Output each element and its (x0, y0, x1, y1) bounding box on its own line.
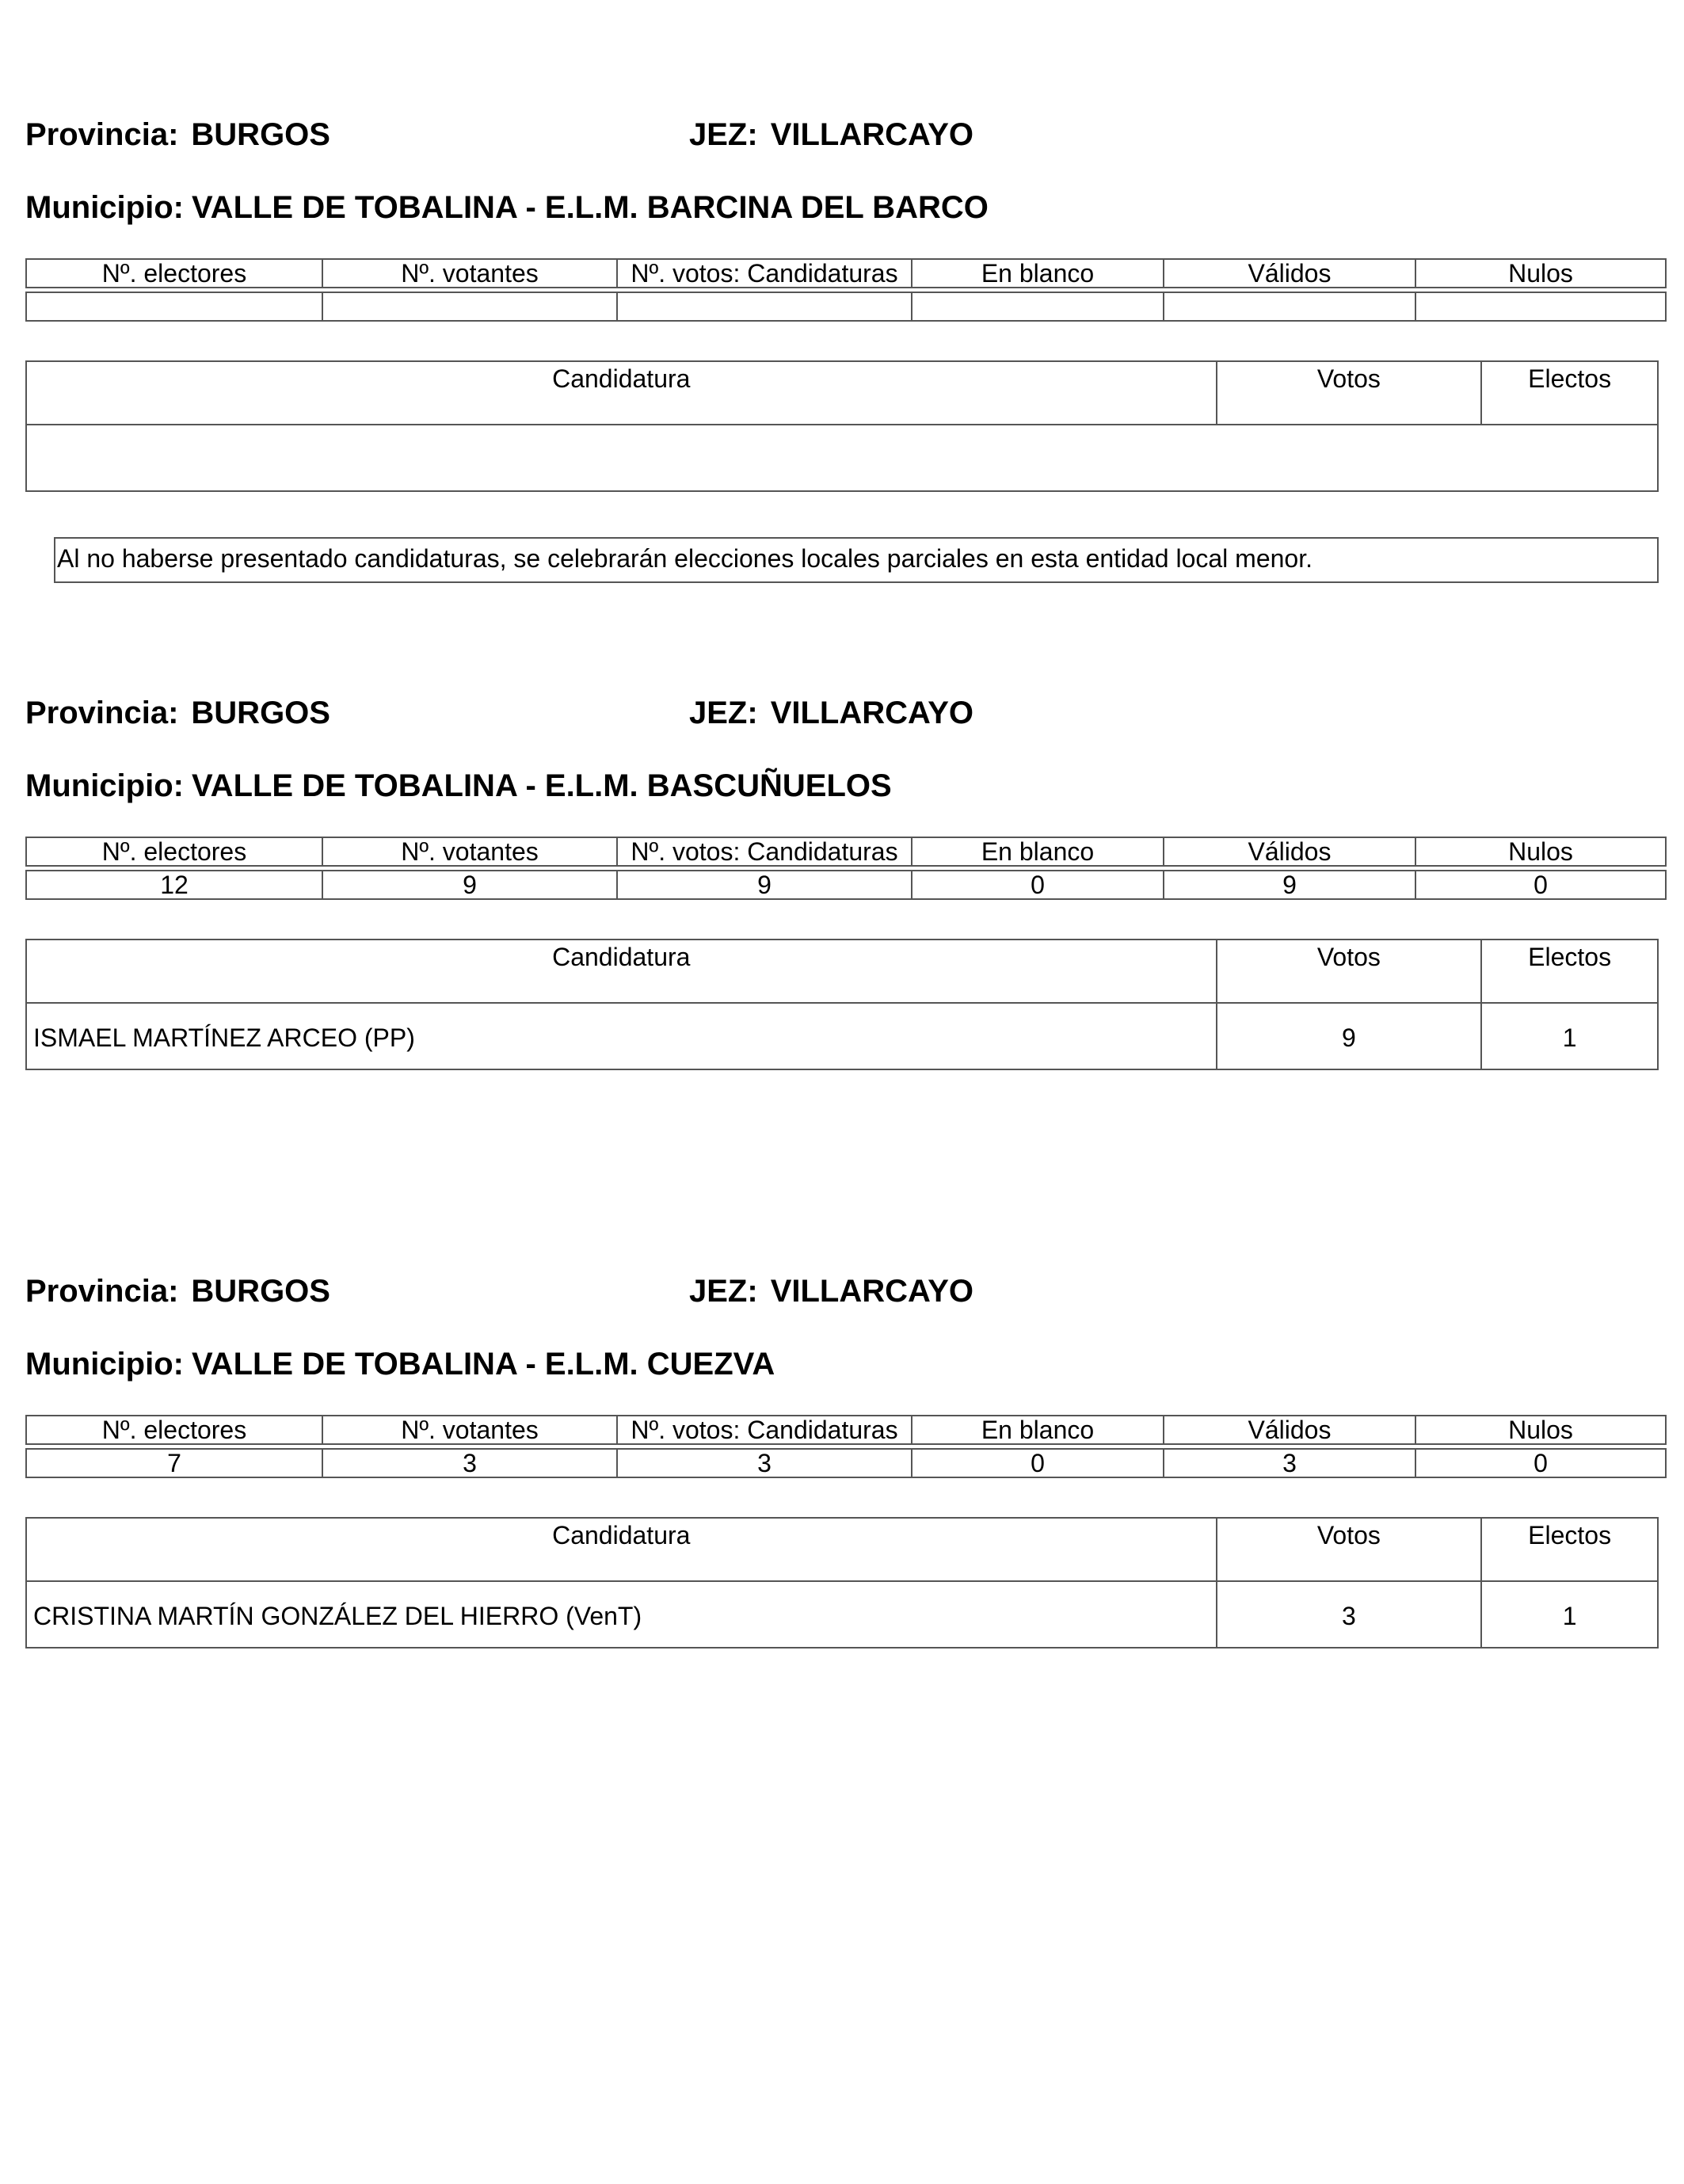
provincia-label: Provincia: (25, 1274, 179, 1309)
municipio-heading (25, 767, 892, 805)
value-votantes (322, 292, 618, 322)
value-nulos: 0 (1415, 1448, 1667, 1478)
header-en-blanco: En blanco (911, 1415, 1164, 1445)
municipio-label: Municipio: (25, 190, 184, 225)
header-votos: Votos (1216, 360, 1483, 425)
candidate-votos: 9 (1216, 1002, 1483, 1070)
header-nulos: Nulos (1415, 1415, 1667, 1445)
value-nulos (1415, 292, 1667, 322)
stats-header-row (25, 1415, 1667, 1445)
value-votantes: 3 (322, 1448, 618, 1478)
candidatura-header-row (25, 360, 1659, 425)
section-cuezva (25, 1157, 1659, 1664)
header-votos: Votos (1216, 1517, 1483, 1582)
provincia-label: Provincia: (25, 117, 179, 152)
candidatura-header-row (25, 939, 1659, 1004)
provincia-label: Provincia: (25, 696, 179, 730)
value-validos (1163, 292, 1416, 322)
header-electos: Electos (1480, 360, 1659, 425)
stats-header-row (25, 837, 1667, 867)
section-bascunuelos (25, 578, 1659, 1085)
stats-header-row (25, 258, 1667, 288)
jez-value: VILLARCAYO (770, 117, 974, 152)
header-electos: Electos (1480, 1517, 1659, 1582)
header-validos: Válidos (1163, 837, 1416, 867)
jez-label: JEZ: (689, 1274, 758, 1309)
header-candidatura: Candidatura (25, 939, 1217, 1004)
header-votantes: Nº. votantes (322, 1415, 618, 1445)
value-electores: 12 (25, 870, 323, 900)
jez-heading (689, 1272, 973, 1310)
provincia-heading (25, 116, 330, 154)
header-votantes: Nº. votantes (322, 837, 618, 867)
value-en-blanco: 0 (911, 870, 1164, 900)
value-en-blanco (911, 292, 1164, 322)
header-en-blanco: En blanco (911, 837, 1164, 867)
stats-value-row (25, 870, 1667, 900)
municipio-value: VALLE DE TOBALINA - E.L.M. CUEZVA (191, 1347, 775, 1382)
municipio-heading (25, 189, 989, 227)
value-nulos: 0 (1415, 870, 1667, 900)
jez-value: VILLARCAYO (770, 696, 974, 730)
candidate-electos: 1 (1480, 1002, 1659, 1070)
header-candidatura: Candidatura (25, 1517, 1217, 1582)
provincia-heading (25, 1272, 330, 1310)
header-nulos: Nulos (1415, 258, 1667, 288)
provincia-value: BURGOS (191, 696, 330, 730)
value-votantes: 9 (322, 870, 618, 900)
provincia-value: BURGOS (191, 1274, 330, 1309)
stats-value-row (25, 292, 1667, 322)
candidatura-table (25, 1517, 1659, 1648)
municipio-label: Municipio: (25, 768, 184, 803)
header-en-blanco: En blanco (911, 258, 1164, 288)
header-electos: Electos (1480, 939, 1659, 1004)
jez-label: JEZ: (689, 117, 758, 152)
header-candidatura: Candidatura (25, 360, 1217, 425)
value-votos-candidaturas: 3 (616, 1448, 912, 1478)
candidatura-row (25, 1580, 1659, 1648)
value-en-blanco: 0 (911, 1448, 1164, 1478)
municipio-value: VALLE DE TOBALINA - E.L.M. BASCUÑUELOS (191, 768, 892, 803)
header-votos-candidaturas: Nº. votos: Candidaturas (616, 1415, 912, 1445)
header-votos-candidaturas: Nº. votos: Candidaturas (616, 837, 912, 867)
stats-value-row (25, 1448, 1667, 1478)
header-electores: Nº. electores (25, 1415, 323, 1445)
jez-label: JEZ: (689, 696, 758, 730)
jez-heading (689, 694, 973, 732)
value-validos: 9 (1163, 870, 1416, 900)
candidatura-table (25, 939, 1659, 1070)
candidatura-row (25, 424, 1659, 492)
candidatura-row (25, 1002, 1659, 1070)
candidate-name: ISMAEL MARTÍNEZ ARCEO (PP) (25, 1002, 1217, 1070)
header-electores: Nº. electores (25, 837, 323, 867)
candidate-votos: 3 (1216, 1580, 1483, 1648)
header-votantes: Nº. votantes (322, 258, 618, 288)
municipio-heading (25, 1345, 775, 1383)
jez-heading (689, 116, 973, 154)
value-votos-candidaturas: 9 (616, 870, 912, 900)
candidate-electos: 1 (1480, 1580, 1659, 1648)
value-validos: 3 (1163, 1448, 1416, 1478)
candidate-name (25, 424, 1659, 492)
municipio-value: VALLE DE TOBALINA - E.L.M. BARCINA DEL BARCO (191, 190, 989, 225)
header-votos-candidaturas: Nº. votos: Candidaturas (616, 258, 912, 288)
candidatura-header-row (25, 1517, 1659, 1582)
header-electores: Nº. electores (25, 258, 323, 288)
value-votos-candidaturas (616, 292, 912, 322)
municipio-label: Municipio: (25, 1347, 184, 1382)
section-barcina-del-barco (25, 0, 1659, 602)
header-validos: Válidos (1163, 1415, 1416, 1445)
provincia-heading (25, 694, 330, 732)
jez-value: VILLARCAYO (770, 1274, 974, 1309)
header-votos: Votos (1216, 939, 1483, 1004)
candidate-name: CRISTINA MARTÍN GONZÁLEZ DEL HIERRO (VenT) (25, 1580, 1217, 1648)
header-nulos: Nulos (1415, 837, 1667, 867)
header-validos: Válidos (1163, 258, 1416, 288)
candidatura-table (25, 360, 1659, 492)
value-electores (25, 292, 323, 322)
provincia-value: BURGOS (191, 117, 330, 152)
no-candidatures-note: Al no haberse presentado candidaturas, se celebrarán elecciones locales parciales en esta entidad local menor. (54, 537, 1659, 583)
value-electores: 7 (25, 1448, 323, 1478)
